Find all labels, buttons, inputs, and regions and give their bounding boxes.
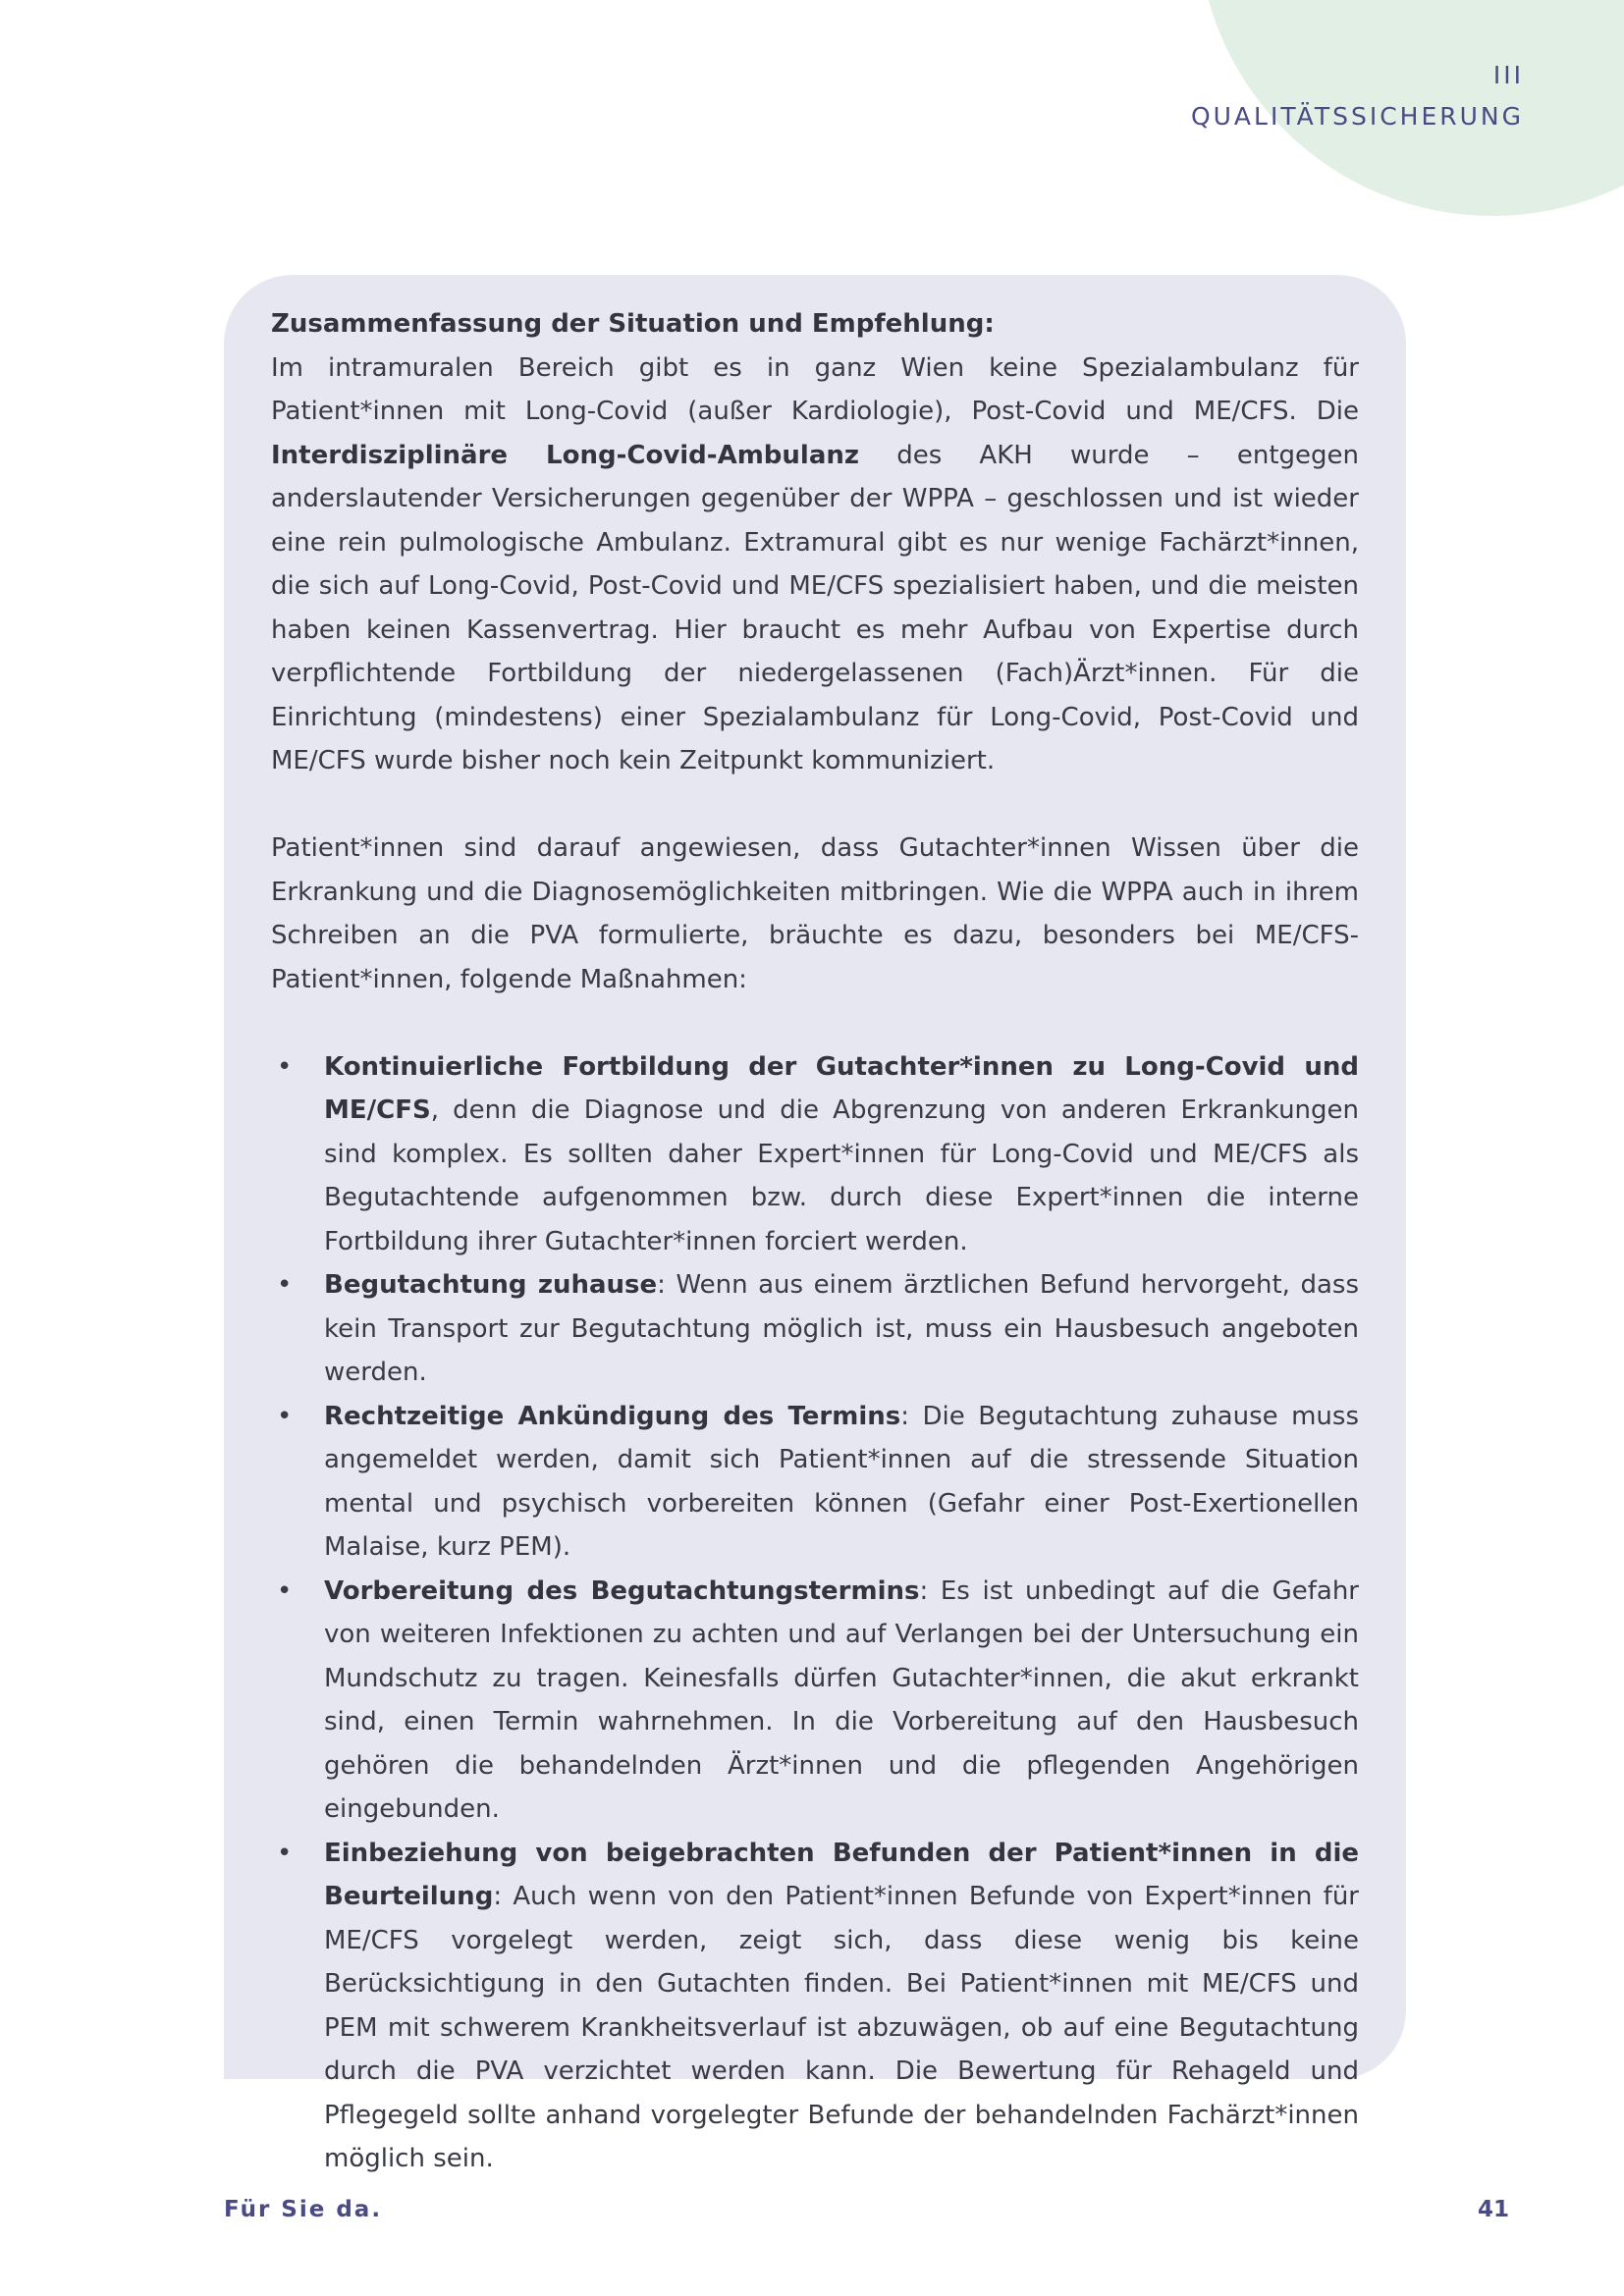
measure-item: • Rechtzeitige Ankündigung des Termins: Die Begutachtung zuhause muss angemeldet werden, damit sich Patient*innen auf die stressende Situation mental und psychisch vorbereiten können (Gefahr einer Post-Exertionellen Malaise, kurz PEM). <box>271 1395 1359 1570</box>
measure-item: • Begutachtung zuhause: Wenn aus einem ärztlichen Befund hervorgeht, dass kein Transport zur Begutachtung möglich ist, muss ein Hausbesuch angeboten werden. <box>271 1263 1359 1395</box>
summary-paragraph-1: Im intramuralen Bereich gibt es in ganz Wien keine Spezialambulanz für Patient*innen mit Long-Covid (außer Kardiologie), Post-Covid und ME/CFS. Die Interdisziplinäre Long-Covid-Ambulanz des AKH wurde – entgegen anderslautender Versicherungen gegenüber der WPPA – geschlossen und ist wieder eine rein pulmologische Ambulanz. Extramural gibt es nur wenige Fachärzt*innen, die sich auf Long-Covid, Post-Covid und ME/CFS spezialisiert haben, und die meisten haben keinen Kassenvertrag. Hier braucht es mehr Aufbau von Expertise durch verpflichtende Fortbildung der niedergelassenen (Fach)Ärzt*innen. Für die Einrichtung (mindestens) einer Spezialambulanz für Long-Covid, Post-Covid und ME/CFS wurde bisher noch kein Zeitpunkt kommuniziert. <box>271 352 1359 775</box>
paragraph-spacer <box>271 1001 1359 1045</box>
summary-heading <box>271 302 1359 347</box>
bullet-icon: • <box>277 1401 293 1431</box>
chapter-number: III <box>1492 61 1524 89</box>
bullet-icon: • <box>277 1051 293 1082</box>
summary-box <box>224 275 1406 2173</box>
measure-item: • Vorbereitung des Begutachtungstermins: Es ist unbedingt auf die Gefahr von weiteren Infektionen zu achten und auf Verlangen bei der Untersuchung ein Mundschutz zu tragen. Keinesfalls dürfen Gutachter*innen, die akut erkrankt sind, einen Termin wahrnehmen. In die Vorbereitung auf den Hausbesuch gehören die behandelnden Ärzt*innen und die pflegenden Angehörigen eingebunden. <box>271 1570 1359 1832</box>
measure-item: • Einbeziehung von beigebrachten Befunden der Patient*innen in die Beurteilung: Auch wenn von den Patient*innen Befunde von Expert*innen für ME/CFS vorgelegt werden, zeigt sich, dass diese wenig bis keine Berücksichtigung in den Gutachten finden. Bei Patient*innen mit ME/CFS und PEM mit schwerem Krankheitsverlauf ist abzuwägen, ob auf eine Begutachtung durch die PVA verzichtet werden kann. Die Bewertung für Rehageld und Pflegegeld sollte anhand vorgelegter Befunde der behandelnden Fachärzt*innen möglich sein. <box>271 1832 1359 2181</box>
measure-item: • Kontinuierliche Fortbildung der Gutachter*innen zu Long-Covid und ME/CFS, denn die Diagnose und die Abgrenzung von anderen Erkrankungen sind komplex. Es sollten daher Expert*innen für Long-Covid und ME/CFS als Begutachtende aufgenommen bzw. durch diese Expert*innen die interne Fortbildung ihrer Gutachter*innen forciert werden. <box>271 1045 1359 1264</box>
paragraph-spacer <box>271 783 1359 828</box>
bullet-icon: • <box>277 1270 293 1300</box>
bullet-icon: • <box>277 1838 293 1868</box>
summary-heading-text: Zusammenfassung der Situation und Empfehlung: <box>271 309 995 339</box>
page-number: 41 <box>1477 2197 1509 2222</box>
ambulance-name: Interdisziplinäre Long-Covid-Ambulanz <box>271 440 860 470</box>
running-header <box>1191 55 1524 137</box>
measures-list <box>271 1045 1359 2181</box>
footer-tagline: Für Sie da. <box>224 2197 383 2222</box>
summary-paragraph-2: Patient*innen sind darauf angewiesen, dass Gutachter*innen Wissen über die Erkrankung und die Diagnosemöglichkeiten mitbringen. Wie die WPPA auch in ihrem Schreiben an die PVA formulierte, bräuchte es dazu, besonders bei ME/CFS-Patient*innen, folgende Maßnahmen: <box>271 833 1359 994</box>
bullet-icon: • <box>277 1575 293 1606</box>
chapter-title: QUALITÄTSSICHERUNG <box>1190 102 1524 131</box>
